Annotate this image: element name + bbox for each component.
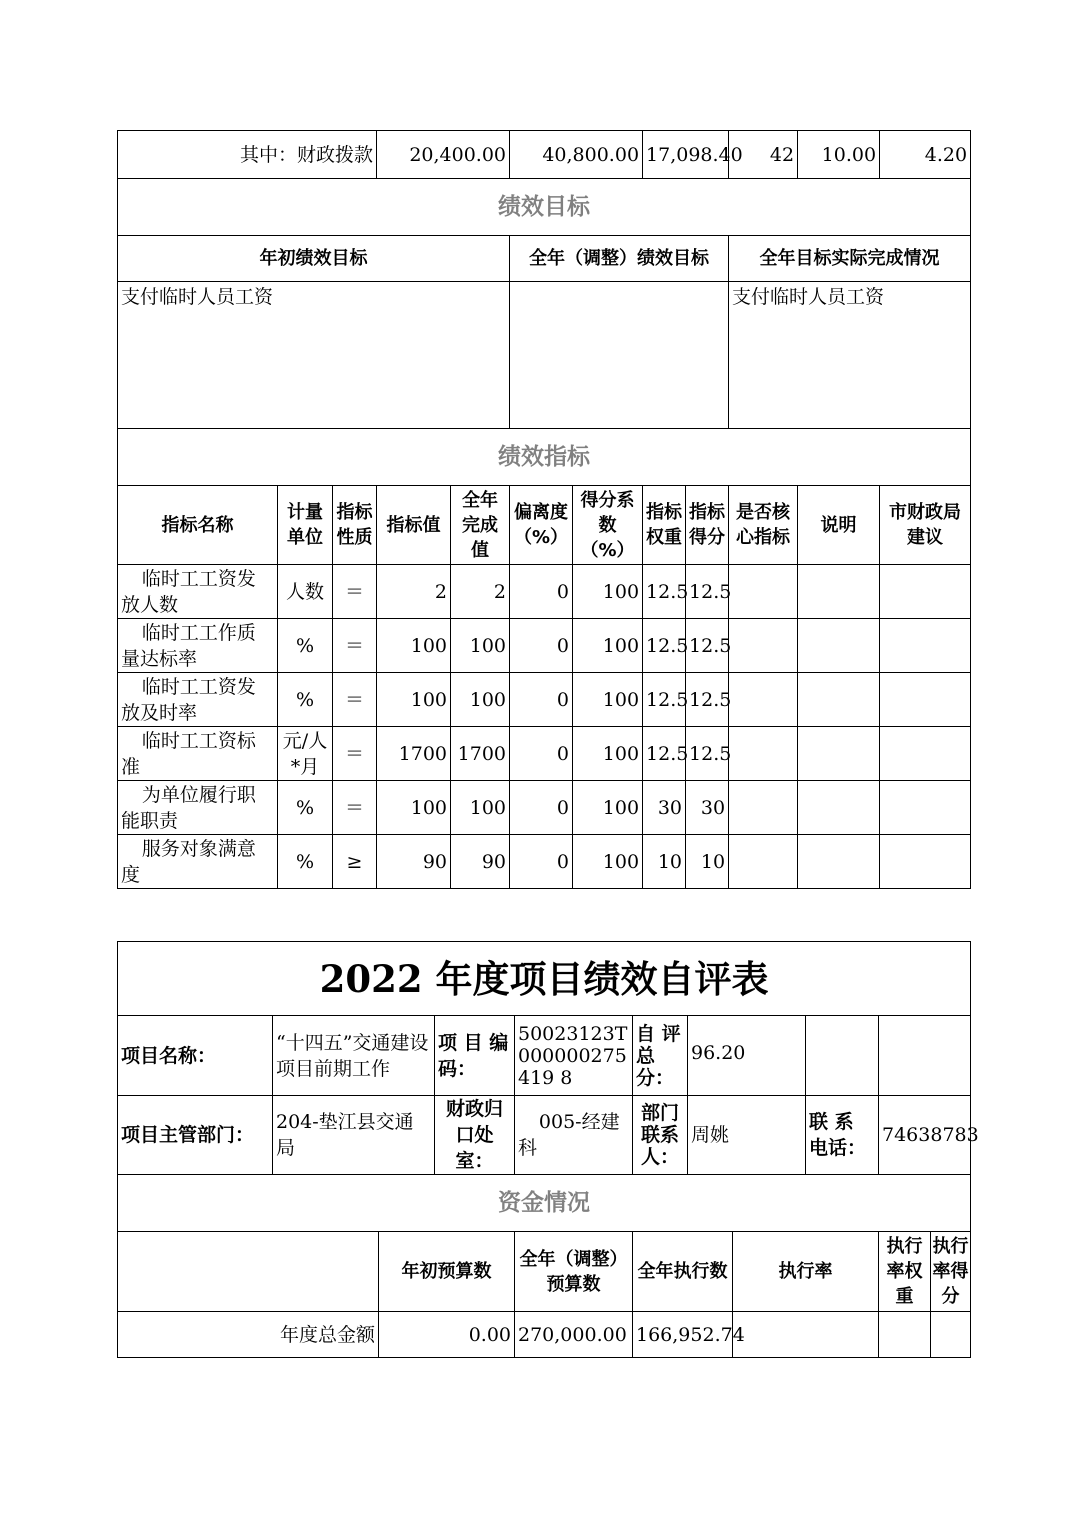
department-info-row [118, 1096, 971, 1175]
indicator-unit: % [278, 781, 333, 835]
fiscal-rate-weight: 10.00 [798, 131, 880, 179]
indicator-score: 12.5 [686, 619, 729, 673]
department-value: 204-垫江县交通局 [273, 1096, 435, 1175]
indicator-score: 10 [686, 835, 729, 889]
header-score: 指标得分 [686, 486, 729, 565]
indicator-name: 为单位履行职能职责 [118, 781, 278, 835]
fiscal-allocation-row [118, 131, 971, 179]
fiscal-row-label: 其中：财政拨款 [118, 131, 377, 179]
indicator-name: 服务对象满意度 [118, 835, 278, 889]
indicator-weight: 12.5 [643, 727, 686, 781]
indicator-name: 临时工工资标准 [118, 727, 278, 781]
indicator-score: 12.5 [686, 565, 729, 619]
header-unit: 计量单位 [278, 486, 333, 565]
empty-cell [806, 1016, 879, 1096]
indicator-nature: ＝ [333, 565, 377, 619]
header-weight: 指标权重 [643, 486, 686, 565]
indicator-advice [880, 727, 971, 781]
section-performance-goals: 绩效目标 [118, 179, 971, 236]
project-name-label: 项目名称： [118, 1016, 273, 1096]
fiscal-rate-score: 4.20 [880, 131, 971, 179]
form-title: 2022 年度项目绩效自评表 [118, 942, 971, 1016]
indicator-score: 30 [686, 781, 729, 835]
header-initial-budget: 年初预算数 [379, 1232, 515, 1312]
project-name-value: “十四五”交通建设项目前期工作 [273, 1016, 435, 1096]
indicator-deviation: 0 [510, 727, 573, 781]
fund-adjusted-budget: 270,000.00 [515, 1312, 633, 1358]
indicator-header-row [118, 486, 971, 565]
contact-label: 部门联系人： [633, 1096, 688, 1175]
header-deviation: 偏离度（%） [510, 486, 573, 565]
self-score-label: 自 评 总 分： [633, 1016, 688, 1096]
indicator-core [729, 565, 798, 619]
indicator-core [729, 619, 798, 673]
fiscal-executed: 17,098.40 [643, 131, 729, 179]
goal-header-row [118, 236, 971, 282]
performance-table [117, 130, 971, 889]
indicator-target: 100 [377, 781, 451, 835]
indicator-unit: 人数 [278, 565, 333, 619]
indicator-advice [880, 565, 971, 619]
header-score-coef: 得分系数（%） [573, 486, 643, 565]
header-nature: 指标性质 [333, 486, 377, 565]
indicator-name: 临时工工资发放及时率 [118, 673, 278, 727]
indicator-target: 2 [377, 565, 451, 619]
fund-execution-rate [733, 1312, 879, 1358]
indicator-actual: 1700 [451, 727, 510, 781]
header-adjusted-budget: 全年（调整）预算数 [515, 1232, 633, 1312]
fund-header-row [118, 1232, 971, 1312]
section-performance-indicators: 绩效指标 [118, 429, 971, 486]
indicator-weight: 12.5 [643, 565, 686, 619]
fund-rate-score [931, 1312, 971, 1358]
indicator-core [729, 781, 798, 835]
header-executed-amount: 全年执行数 [633, 1232, 733, 1312]
indicator-target: 1700 [377, 727, 451, 781]
header-note: 说明 [798, 486, 880, 565]
project-code-value: 50023123T000000275419 8 [515, 1016, 633, 1096]
indicator-coefficient: 100 [573, 781, 643, 835]
header-indicator-name: 指标名称 [118, 486, 278, 565]
section-fund-status: 资金情况 [118, 1175, 971, 1232]
indicator-advice [880, 835, 971, 889]
goal-initial-value: 支付临时人员工资 [118, 282, 510, 429]
indicator-unit: % [278, 835, 333, 889]
indicator-advice [880, 673, 971, 727]
indicator-nature: ＝ [333, 781, 377, 835]
indicator-core [729, 727, 798, 781]
goal-header-initial: 年初绩效目标 [118, 236, 510, 282]
goal-actual-value: 支付临时人员工资 [729, 282, 971, 429]
indicator-weight: 12.5 [643, 619, 686, 673]
indicator-target: 90 [377, 835, 451, 889]
indicator-note [798, 673, 880, 727]
indicator-coefficient: 100 [573, 835, 643, 889]
indicator-score: 12.5 [686, 673, 729, 727]
indicator-weight: 10 [643, 835, 686, 889]
indicator-advice [880, 781, 971, 835]
indicator-actual: 100 [451, 619, 510, 673]
table-row [118, 565, 971, 619]
goal-value-row [118, 282, 971, 429]
phone-value: 74638783 [879, 1096, 971, 1175]
indicator-actual: 100 [451, 781, 510, 835]
indicator-note [798, 565, 880, 619]
indicator-nature: ＝ [333, 619, 377, 673]
table-row [118, 673, 971, 727]
table-row [118, 619, 971, 673]
indicator-name: 临时工工资发放人数 [118, 565, 278, 619]
phone-label: 联 系 电话： [806, 1096, 879, 1175]
finance-office-value: 005-经建科 [515, 1096, 633, 1175]
indicator-nature: ＝ [333, 727, 377, 781]
indicator-score: 12.5 [686, 727, 729, 781]
indicator-unit: 元/人*月 [278, 727, 333, 781]
goal-adjusted-value [510, 282, 729, 429]
fund-row-label: 年度总金额 [118, 1312, 379, 1358]
project-info-row [118, 1016, 971, 1096]
indicator-deviation: 0 [510, 565, 573, 619]
header-rate-weight: 执行率权重 [879, 1232, 931, 1312]
table-row [118, 727, 971, 781]
header-target-value: 指标值 [377, 486, 451, 565]
indicator-advice [880, 619, 971, 673]
project-code-label: 项 目 编码： [435, 1016, 515, 1096]
indicator-note [798, 619, 880, 673]
indicator-nature: ≥ [333, 835, 377, 889]
contact-value: 周姚 [688, 1096, 806, 1175]
fiscal-adjusted-budget: 40,800.00 [510, 131, 643, 179]
header-actual-value: 全年完成值 [451, 486, 510, 565]
table-row [118, 781, 971, 835]
indicator-note [798, 835, 880, 889]
indicator-target: 100 [377, 619, 451, 673]
empty-header-cell [118, 1232, 379, 1312]
indicator-actual: 100 [451, 673, 510, 727]
table-row [118, 835, 971, 889]
empty-cell [879, 1016, 971, 1096]
header-rate-score: 执行率得分 [931, 1232, 971, 1312]
department-label: 项目主管部门： [118, 1096, 273, 1175]
indicator-coefficient: 100 [573, 619, 643, 673]
indicator-name: 临时工工作质量达标率 [118, 619, 278, 673]
indicator-deviation: 0 [510, 619, 573, 673]
header-execution-rate: 执行率 [733, 1232, 879, 1312]
indicator-core [729, 673, 798, 727]
indicator-note [798, 727, 880, 781]
fiscal-initial-budget: 20,400.00 [377, 131, 510, 179]
indicator-deviation: 0 [510, 673, 573, 727]
indicator-coefficient: 100 [573, 673, 643, 727]
goal-header-adjusted: 全年（调整）绩效目标 [510, 236, 729, 282]
indicator-weight: 30 [643, 781, 686, 835]
fund-executed: 166,952.74 [633, 1312, 733, 1358]
fund-rate-weight [879, 1312, 931, 1358]
indicator-unit: % [278, 619, 333, 673]
finance-office-label: 财政归口处室： [435, 1096, 515, 1175]
indicator-unit: % [278, 673, 333, 727]
self-score-value: 96.20 [688, 1016, 806, 1096]
indicator-nature: ＝ [333, 673, 377, 727]
fund-total-row [118, 1312, 971, 1358]
indicator-target: 100 [377, 673, 451, 727]
indicator-coefficient: 100 [573, 727, 643, 781]
fund-initial-budget: 0.00 [379, 1312, 515, 1358]
indicator-weight: 12.5 [643, 673, 686, 727]
indicator-actual: 90 [451, 835, 510, 889]
header-bureau-advice: 市财政局建议 [880, 486, 971, 565]
self-evaluation-table [117, 941, 979, 1358]
indicator-note [798, 781, 880, 835]
fiscal-execution-rate: 42 [729, 131, 798, 179]
indicator-coefficient: 100 [573, 565, 643, 619]
header-is-core: 是否核心指标 [729, 486, 798, 565]
indicator-actual: 2 [451, 565, 510, 619]
indicator-core [729, 835, 798, 889]
indicator-deviation: 0 [510, 781, 573, 835]
indicator-deviation: 0 [510, 835, 573, 889]
goal-header-actual: 全年目标实际完成情况 [729, 236, 971, 282]
